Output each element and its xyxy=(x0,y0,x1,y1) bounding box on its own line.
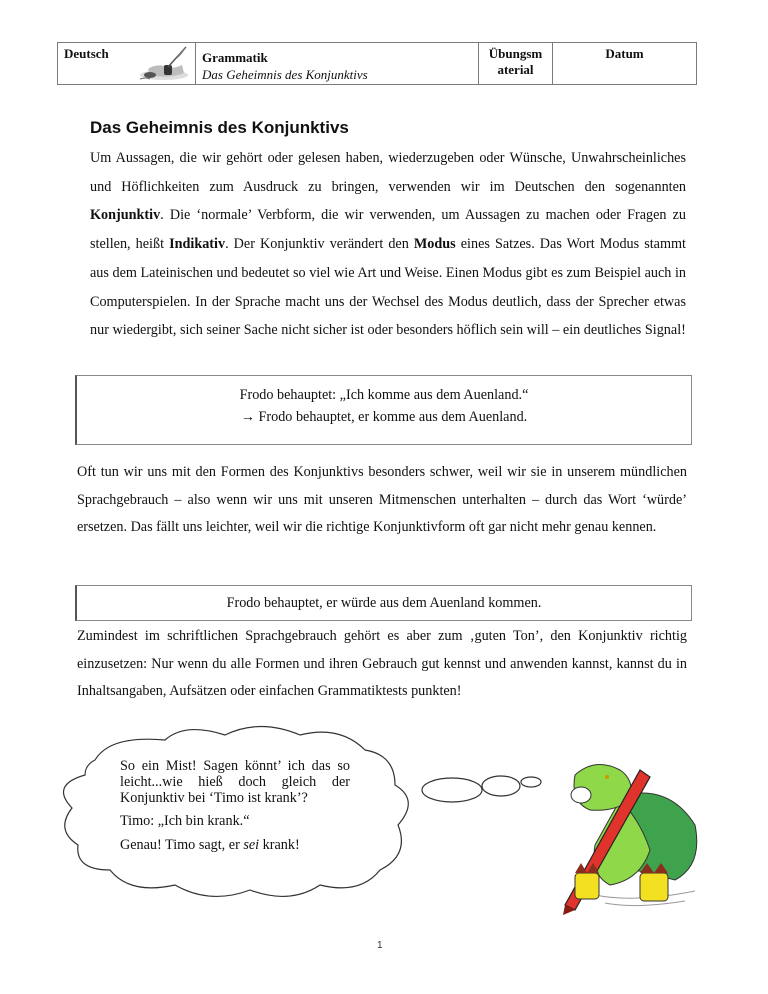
subject-label: Deutsch xyxy=(64,46,109,61)
italic-sei: sei xyxy=(243,837,260,853)
bold-term-modus: Modus xyxy=(413,236,456,253)
text-run: eines Satzes. Das Wort Modus stammt aus dem Lateinischen und bedeutet so viel wie Art und Weise. Einen Modus gibt es zum Beispiel auch in Computerspielen. In der Sprache macht uns der Wechsel des Modus deutlich, dass der Sprecher etwas nur wiedergibt, sich seiner Sache nicht sicher ist oder besonders höflich sein will – ein deutliches Signal! xyxy=(90,236,686,339)
date-label: Datum xyxy=(605,46,644,61)
material-type-line1: Übungsm xyxy=(488,46,543,61)
material-type-line2: aterial xyxy=(497,62,534,77)
turtle-with-pencil-icon xyxy=(545,755,705,915)
example-direct-speech: Frodo behauptet: „Ich komme aus dem Auenland.“ xyxy=(239,387,529,403)
topic-subtitle: Das Geheimnis des Konjunktivs xyxy=(202,67,368,82)
text-run: Um Aussagen, die wir gehört oder gelesen haben, wiederzugeben oder Wünsche, Unwahrscheinliches und Höflichkeiten zum Ausdruck zu bringen, verwenden wir im Deutschen den sogenannten xyxy=(90,150,686,195)
thought-line-question: So ein Mist! Sagen könnt’ ich das so leicht...wie hieß doch gleich der Konjunktiv bei ‘Timo ist krank’? xyxy=(120,758,350,806)
example-indirect-text: Frodo behauptet, er komme aus dem Auenland. xyxy=(254,409,528,425)
page-title: Das Geheimnis des Konjunktivs xyxy=(90,118,349,137)
thought-bubble-text xyxy=(120,758,350,853)
topic-title: Grammatik xyxy=(202,50,268,65)
paragraph-written-usage: Zumindest im schriftlichen Sprachgebrauch gehört es aber zum ‚guten Ton’, den Konjunktiv richtig einzusetzen: Nur wenn du alle Formen und ihren Gebrauch gut kennst und anwenden kannst, kannst du in Inhaltsangaben, Aufsätzen oder einfachen Grammatiktests punkten! xyxy=(77,628,687,699)
example-wuerde-sentence: Frodo behauptet, er würde aus dem Auenland kommen. xyxy=(226,595,542,611)
bold-term-konjunktiv: Konjunktiv xyxy=(90,207,161,224)
text-run: . Die ‘normale’ Verbform, die wir verwenden, um Aussagen zu machen oder Fragen zu stellen, heißt xyxy=(90,207,686,253)
thought-line-timo-quote: Timo: „Ich bin krank.“ xyxy=(120,813,250,829)
bold-term-indikativ: Indikativ xyxy=(169,236,226,253)
thought-line-answer xyxy=(120,837,350,853)
page-number: 1 xyxy=(377,940,383,951)
text-run: Genau! Timo sagt, er xyxy=(120,837,244,853)
text-run: . Der Konjunktiv verändert den xyxy=(225,236,414,253)
arrow-right-icon: → xyxy=(240,409,255,425)
text-run: krank! xyxy=(259,837,300,853)
paragraph-wuerde: Oft tun wir uns mit den Formen des Konjunktivs besonders schwer, weil wir sie in unserem mündlichen Sprachgebrauch – also wenn wir uns mit unseren Mitmenschen unterhalten – durch das Wort ‘würde’ ersetzen. Das fällt uns leichter, weil wir die richtige Konjunktivform oft gar nicht mehr genau kennen. xyxy=(77,464,687,535)
